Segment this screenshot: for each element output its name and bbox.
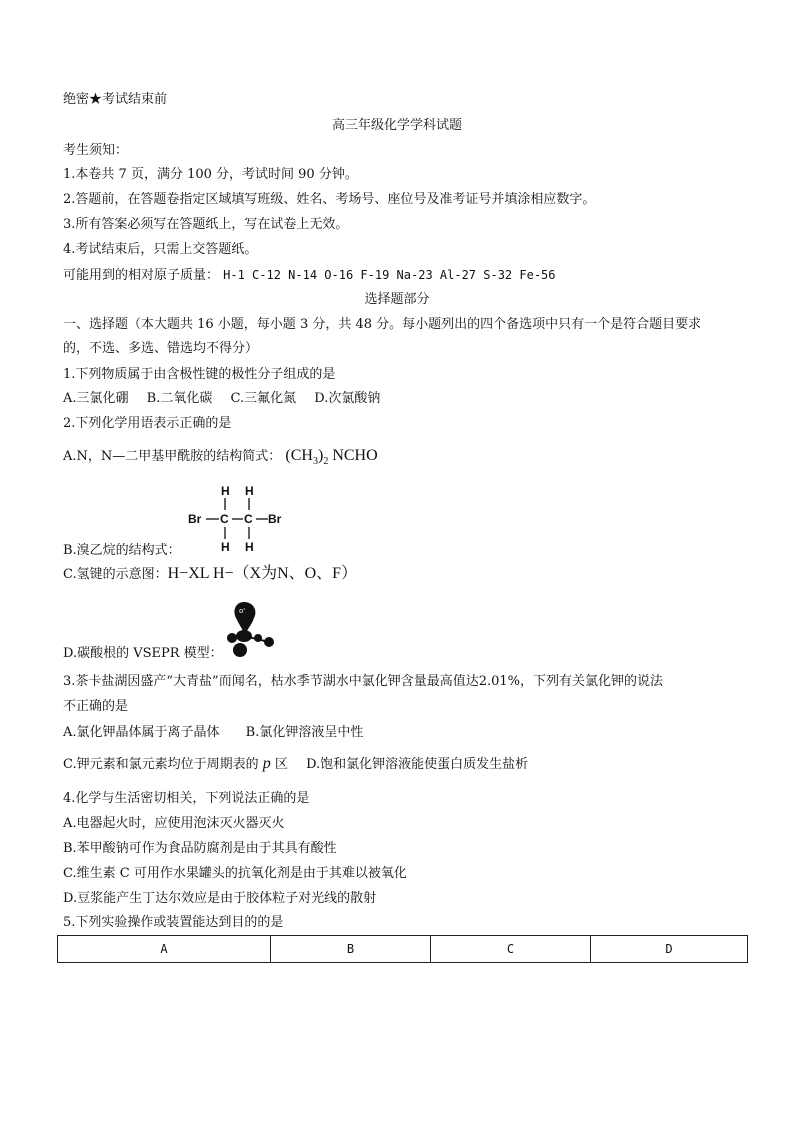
q3-stem-cont: 不正确的是 (63, 699, 129, 714)
atomic-masses-values: H-1 C-12 N-14 O-16 F-19 Na-23 Al-27 S-32 Fe-56 (223, 268, 556, 282)
q2-option-c-text: C.氢键的示意图： (63, 567, 168, 582)
q5-stem: 5.下列实验操作或装置能达到目的的是 (63, 915, 284, 930)
section-instructions: 一、选择题（本大题共 16 小题，每小题 3 分，共 48 分。每小题列出的四个备选项中只有一个是符合题目要求 (63, 317, 702, 332)
q1-option-b: B.二氧化碳 (146, 391, 213, 406)
hydrogen-bond-formula: H−XL H−（X为N、O、F） (167, 565, 358, 582)
atom-br: Br (188, 512, 202, 526)
notice-item: 4.考试结束后，只需上交答题纸。 (63, 242, 258, 257)
vsepr-model-image (222, 596, 282, 658)
q2-stem: 2.下列化学用语表示正确的是 (63, 416, 232, 431)
q1-option-a: A.三氯化硼 (63, 391, 129, 406)
atomic-masses-label: 可能用到的相对原子质量： (63, 268, 220, 283)
exam-title: 高三年级化学学科试题 (331, 118, 462, 133)
notice-item: 1.本卷共 7 页，满分 100 分，考试时间 90 分钟。 (63, 167, 358, 182)
q3-option-a: A.氯化钾晶体属于离子晶体 (63, 725, 220, 740)
q1-options (63, 390, 380, 408)
q2-option-b-text: B.溴乙烷的结构式： (63, 543, 181, 558)
q2-option-c (63, 565, 357, 584)
q1-option-d: D.次氯酸钠 (314, 391, 381, 406)
q4-option-c: C.维生素 C 可用作水果罐头的抗氧化剂是由于其难以被氧化 (63, 866, 407, 881)
q3-options-cd (63, 755, 528, 774)
notice-item: 3.所有答案必须写在答题纸上，写在试卷上无效。 (63, 217, 349, 232)
q3-option-d: D.饱和氯化钾溶液能使蛋白质发生盐析 (306, 757, 529, 772)
atom-c: C (220, 512, 229, 526)
q3-options-ab (63, 724, 363, 742)
q2-option-a (63, 447, 378, 471)
q5-col-c: C (431, 936, 591, 963)
q2-option-a-text: A.N，N—二甲基甲酰胺的结构简式： (63, 449, 282, 464)
atom-c: C (244, 512, 253, 526)
confidential-note: 绝密★考试结束前 (63, 92, 168, 107)
q4-option-a: A.电器起火时，应使用泡沫灭火器灭火 (63, 816, 285, 831)
q4-stem: 4.化学与生活密切相关，下列说法正确的是 (63, 791, 310, 806)
q1-option-c: C.三氟化氮 (230, 391, 297, 406)
q4-option-b: B.苯甲酸钠可作为食品防腐剂是由于其具有酸性 (63, 841, 337, 856)
notice-item: 2.答题前，在答题卷指定区域填写班级、姓名、考场号、座位号及准考证号并填涂相应数字。 (63, 192, 596, 207)
atomic-masses (63, 266, 556, 285)
q5-col-a: A (58, 936, 271, 963)
q3-stem: 3.茶卡盐湖因盛产“大青盐”而闻名，枯水季节湖水中氯化钾含量最高值达2.01%，下列有关氯化钾的说法 (63, 674, 663, 689)
q1-stem: 1.下列物质属于由含极性键的极性分子组成的是 (63, 367, 336, 382)
q3-option-b: B.氯化钾溶液呈中性 (245, 725, 364, 740)
bonded-atom (233, 643, 247, 657)
atom-br: Br (268, 512, 282, 526)
q2-option-d-text: D.碳酸根的 VSEPR 模型： (63, 646, 223, 661)
bonded-atom (227, 633, 237, 643)
atom-h: H (245, 484, 254, 498)
lobe-mark-icon: o' (239, 607, 246, 615)
q5-col-b: B (271, 936, 431, 963)
notice-heading: 考生须知： (63, 143, 129, 158)
atom-h: H (245, 540, 254, 554)
part-title: 选择题部分 (364, 292, 430, 307)
q5-col-d: D (591, 936, 748, 963)
q3-option-c: C.钾元素和氯元素均位于周期表的 p 区 (63, 755, 288, 772)
atom-h: H (221, 540, 230, 554)
dmf-formula: $(CH_3)_2$ NCHO (285, 447, 378, 468)
q4-option-d: D.豆浆能产生丁达尔效应是由于胶体粒子对光线的散射 (63, 891, 377, 906)
bromoethane-structure (188, 482, 298, 554)
section-instructions-cont: 的，不选、多选、错选均不得分） (63, 341, 259, 356)
q5-options-table (57, 935, 748, 963)
table-row (58, 936, 748, 963)
atom-h: H (221, 484, 230, 498)
